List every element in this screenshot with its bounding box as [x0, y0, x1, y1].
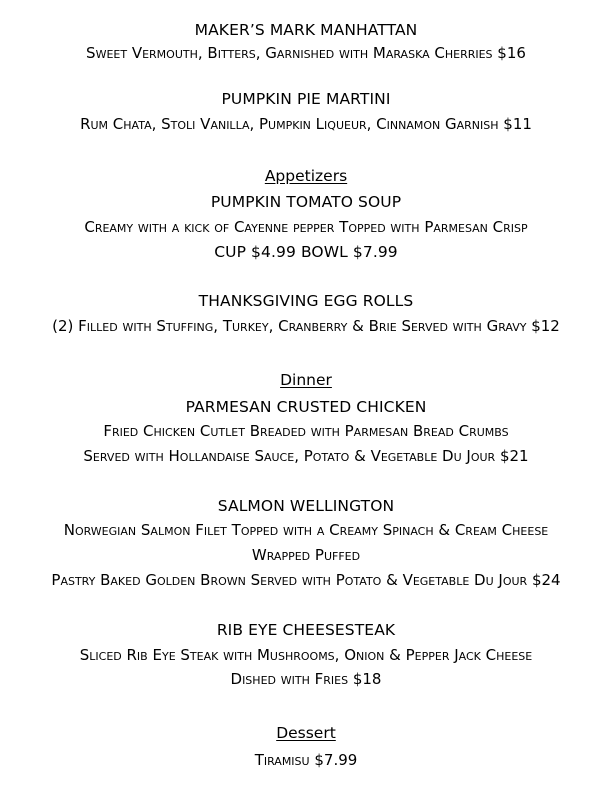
menu-item-description: Sliced Rib Eye Steak with Mushrooms, Onion & Pepper Jack Cheese	[79, 646, 533, 664]
menu-item-name: THANKSGIVING EGG ROLLS	[198, 292, 414, 310]
section-heading-dinner: Dinner	[280, 371, 332, 389]
cocktail-name: PUMPKIN PIE MARTINI	[221, 90, 391, 108]
menu-item-name: RIB EYE CHEESESTEAK	[216, 621, 396, 639]
section-heading-dessert: Dessert	[276, 724, 336, 742]
menu-item-price: CUP $4.99 BOWL $7.99	[214, 243, 398, 261]
menu-item-description: (2) Filled with Stuffing, Turkey, Cranberry & Brie Served with Gravy $12	[52, 317, 560, 335]
menu-item-name: PUMPKIN TOMATO SOUP	[210, 193, 402, 211]
menu-item-description: Pastry Baked Golden Brown Served with Potato & Vegetable Du Jour $24	[51, 571, 561, 589]
menu-item-name: SALMON WELLINGTON	[217, 497, 395, 515]
menu-item-description: Wrapped Puffed	[251, 546, 361, 564]
cocktail-name: MAKER’S MARK MANHATTAN	[194, 21, 418, 39]
menu-item-description: Dished with Fries $18	[230, 670, 382, 688]
menu-item-description: Tiramisu $7.99	[254, 751, 358, 769]
menu-item-name: PARMESAN CRUSTED CHICKEN	[185, 398, 427, 416]
cocktail-description: Rum Chata, Stoli Vanilla, Pumpkin Liqueur, Cinnamon Garnish $11	[80, 115, 532, 133]
menu-item-description: Creamy with a kick of Cayenne pepper Topped with Parmesan Crisp	[84, 218, 528, 236]
menu-item-description: Norwegian Salmon Filet Topped with a Creamy Spinach & Cream Cheese	[63, 521, 549, 539]
cocktail-description: Sweet Vermouth, Bitters, Garnished with Maraska Cherries $16	[86, 44, 526, 62]
menu-item-description: Fried Chicken Cutlet Breaded with Parmesan Bread Crumbs	[103, 422, 509, 440]
section-heading-appetizers: Appetizers	[264, 167, 348, 185]
menu-item-description: Served with Hollandaise Sauce, Potato & Vegetable Du Jour $21	[83, 447, 529, 465]
